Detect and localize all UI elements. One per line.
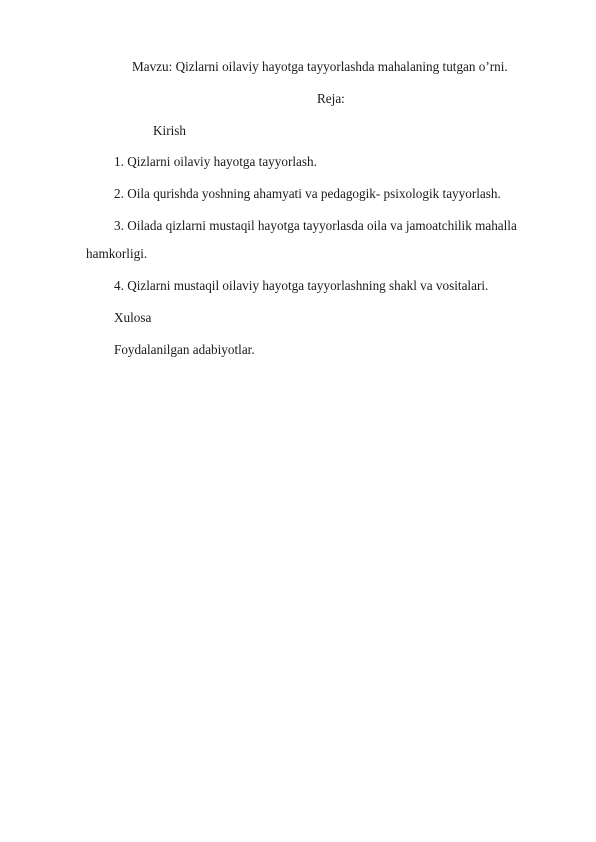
plan-item-4: 4. Qizlarni mustaqil oilaviy hayotga tayyorlashning shakl va vositalari.: [114, 278, 489, 293]
plan-conclusion: Xulosa: [114, 310, 152, 325]
plan-item-1: 1. Qizlarni oilaviy hayotga tayyorlash.: [114, 154, 317, 169]
plan-item-3: 3. Oilada qizlarni mustaqil hayotga tayyorlasda oila va jamoatchilik mahalla: [114, 218, 517, 233]
plan-references: Foydalanilgan adabiyotlar.: [114, 342, 255, 357]
plan-heading: Reja:: [317, 91, 345, 106]
plan-introduction: Kirish: [153, 123, 186, 138]
document-title: Mavzu: Qizlarni oilaviy hayotga tayyorlashda mahalaning tutgan o’rni.: [132, 59, 508, 74]
plan-item-3-continuation: hamkorligi.: [86, 246, 148, 261]
plan-item-2: 2. Oila qurishda yoshning ahamyati va pedagogik- psixologik tayyorlash.: [114, 186, 501, 201]
